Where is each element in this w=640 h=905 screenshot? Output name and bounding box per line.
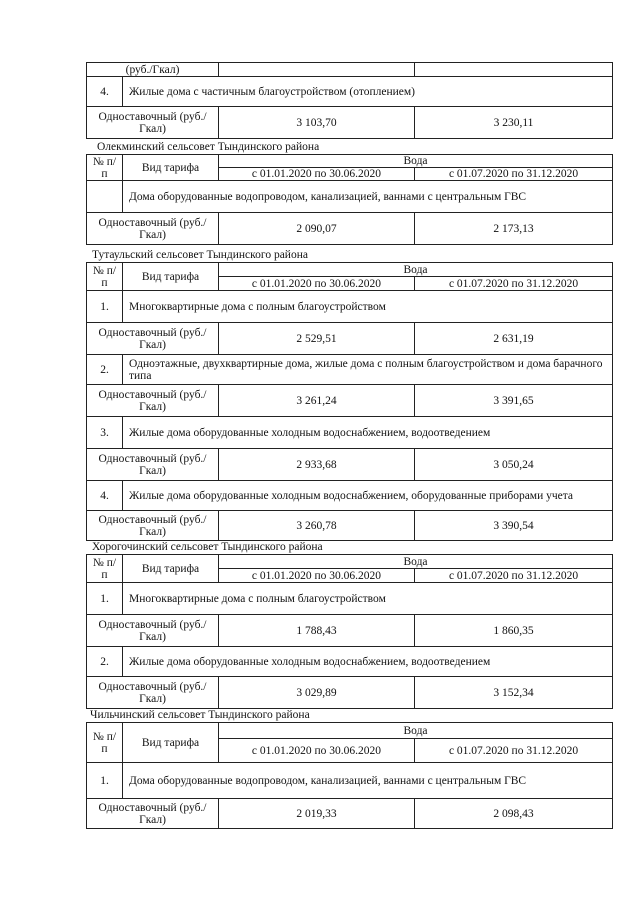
category-name: Жилые дома оборудованные холодным водоснабжением, водоотведением bbox=[123, 417, 613, 449]
header-period-2: с 01.07.2020 по 31.12.2020 bbox=[415, 277, 613, 291]
tariff-label: Одноставочный (руб./Гкал) bbox=[87, 677, 219, 709]
tariff-value-h2: 3 050,24 bbox=[415, 449, 613, 481]
header-type: Вид тарифа bbox=[123, 723, 219, 763]
header-no: № п/п bbox=[87, 155, 123, 181]
tariff-value-h1: 1 788,43 bbox=[219, 615, 415, 647]
row-number: 1. bbox=[87, 291, 123, 323]
section-title-tutaulsky: Тутаульский сельсовет Тындинского района bbox=[92, 249, 308, 261]
tariff-value-h2: 3 391,65 bbox=[415, 385, 613, 417]
row-number: 4. bbox=[87, 77, 123, 107]
header-period-2: с 01.07.2020 по 31.12.2020 bbox=[415, 569, 613, 583]
tariff-value-h1: 2 529,51 bbox=[219, 323, 415, 355]
header-water: Вода bbox=[219, 155, 613, 168]
header-water: Вода bbox=[219, 263, 613, 277]
khorogochinsky-table-wrap bbox=[86, 554, 612, 709]
chilchinsky-table-wrap bbox=[86, 722, 612, 829]
row-number: 2. bbox=[87, 355, 123, 385]
tariff-value-h1: 3 260,78 bbox=[219, 511, 415, 541]
tariff-value-h1: 2 090,07 bbox=[219, 213, 415, 245]
unit-tail-cell: (руб./Гкал) bbox=[87, 63, 219, 77]
header-period-1: с 01.01.2020 по 30.06.2020 bbox=[219, 569, 415, 583]
tariff-value-h2: 2 098,43 bbox=[415, 799, 613, 829]
row-number: 1. bbox=[87, 763, 123, 799]
tariff-value-h1: 3 029,89 bbox=[219, 677, 415, 709]
section-title-chilchinsky: Чильчинский сельсовет Тындинского района bbox=[90, 709, 310, 721]
chilchinsky-table bbox=[86, 722, 613, 829]
header-period-2: с 01.07.2020 по 31.12.2020 bbox=[415, 168, 613, 181]
tariff-label: Одноставочный (руб./Гкал) bbox=[87, 213, 219, 245]
header-no: № п/п bbox=[87, 263, 123, 291]
tutaulsky-table bbox=[86, 262, 613, 541]
row-number: 2. bbox=[87, 647, 123, 677]
section-title-khorogochinsky: Хорогочинский сельсовет Тындинского района bbox=[92, 541, 323, 553]
tariff-label: Одноставочный (руб./Гкал) bbox=[87, 107, 219, 139]
tariff-label: Одноставочный (руб./Гкал) bbox=[87, 799, 219, 829]
header-water: Вода bbox=[219, 555, 613, 569]
tariff-label: Одноставочный (руб./Гкал) bbox=[87, 511, 219, 541]
header-period-2: с 01.07.2020 по 31.12.2020 bbox=[415, 739, 613, 763]
category-name: Жилые дома оборудованные холодным водоснабжением, оборудованные приборами учета bbox=[123, 481, 613, 511]
header-type: Вид тарифа bbox=[123, 155, 219, 181]
category-name: Дома оборудованные водопроводом, канализацией, ваннами с центральным ГВС bbox=[123, 763, 613, 799]
row-number: 3. bbox=[87, 417, 123, 449]
tariff-value-h1: 3 261,24 bbox=[219, 385, 415, 417]
category-name: Одноэтажные, двухквартирные дома, жилые дома с полным благоустройством и дома барачного типа bbox=[123, 355, 613, 385]
category-name: Многоквартирные дома с полным благоустройством bbox=[123, 291, 613, 323]
header-period-1: с 01.01.2020 по 30.06.2020 bbox=[219, 739, 415, 763]
khorogochinsky-table bbox=[86, 554, 613, 709]
tariff-value-h1: 3 103,70 bbox=[219, 107, 415, 139]
tariff-value-h1: 2 019,33 bbox=[219, 799, 415, 829]
header-no: № п/п bbox=[87, 555, 123, 583]
tariff-value-h2: 3 230,11 bbox=[415, 107, 613, 139]
header-type: Вид тарифа bbox=[123, 555, 219, 583]
row-number: 1. bbox=[87, 583, 123, 615]
fragment-table bbox=[86, 62, 613, 139]
tariff-label: Одноставочный (руб./Гкал) bbox=[87, 323, 219, 355]
header-water: Вода bbox=[219, 723, 613, 739]
tariff-label: Одноставочный (руб./Гкал) bbox=[87, 615, 219, 647]
tariff-value-h2: 1 860,35 bbox=[415, 615, 613, 647]
tariff-value-h2: 2 631,19 bbox=[415, 323, 613, 355]
olekminsky-table-wrap bbox=[86, 154, 612, 245]
category-name: Жилые дома оборудованные холодным водоснабжением, водоотведением bbox=[123, 647, 613, 677]
tariff-value-h2: 2 173,13 bbox=[415, 213, 613, 245]
header-period-1: с 01.01.2020 по 30.06.2020 bbox=[219, 168, 415, 181]
section-title-olekminsky: Олекминский сельсовет Тындинского района bbox=[97, 141, 320, 153]
olekminsky-table bbox=[86, 154, 613, 245]
row-number: 4. bbox=[87, 481, 123, 511]
tariff-value-h2: 3 152,34 bbox=[415, 677, 613, 709]
header-no: № п/п bbox=[87, 723, 123, 763]
tariff-label: Одноставочный (руб./Гкал) bbox=[87, 449, 219, 481]
tutaulsky-table-wrap bbox=[86, 262, 612, 541]
tariff-value-h2: 3 390,54 bbox=[415, 511, 613, 541]
category-name: Жилые дома с частичным благоустройством (отоплением) bbox=[123, 77, 613, 107]
fragment-table-wrap bbox=[86, 62, 612, 139]
header-period-1: с 01.01.2020 по 30.06.2020 bbox=[219, 277, 415, 291]
category-name: Многоквартирные дома с полным благоустройством bbox=[123, 583, 613, 615]
tariff-label: Одноставочный (руб./Гкал) bbox=[87, 385, 219, 417]
tariff-value-h1: 2 933,68 bbox=[219, 449, 415, 481]
header-type: Вид тарифа bbox=[123, 263, 219, 291]
category-name: Дома оборудованные водопроводом, канализацией, ваннами с центральным ГВС bbox=[123, 181, 613, 213]
